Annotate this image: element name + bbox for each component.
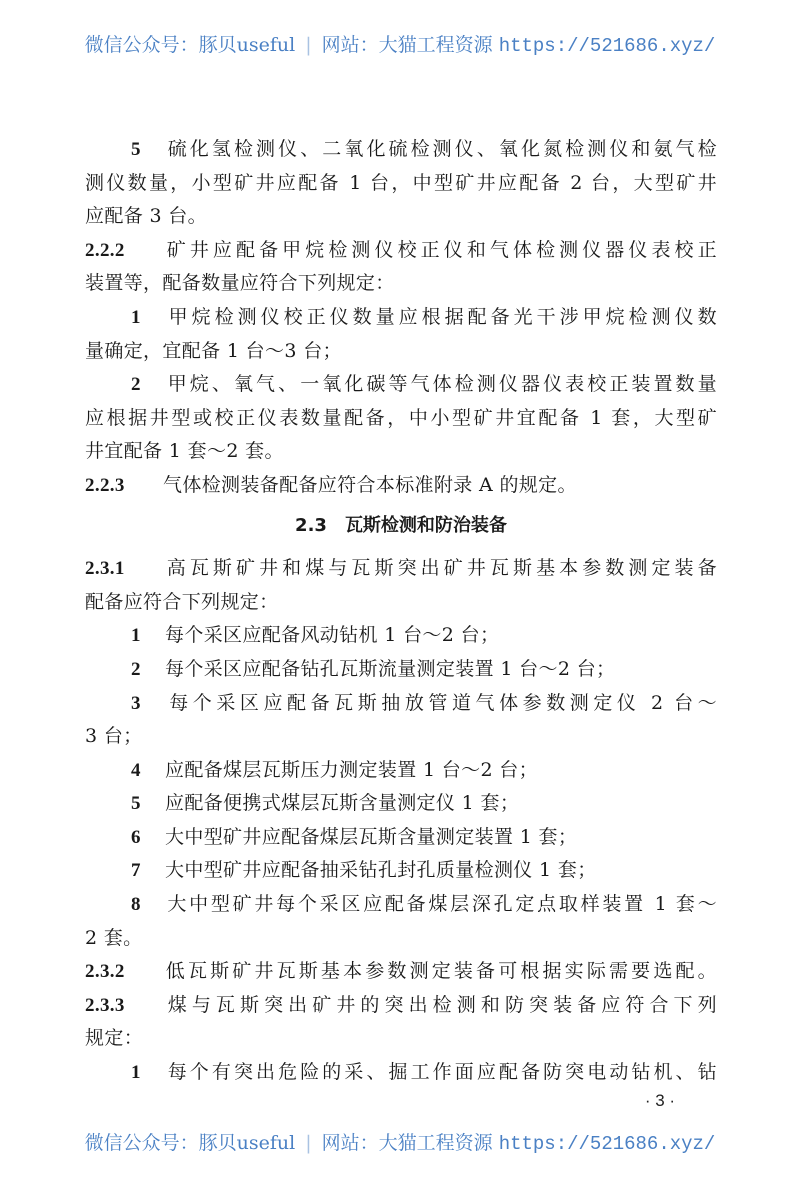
list-item: 6 大中型矿井应配备煤层瓦斯含量测定装置 1 套； [85, 821, 717, 855]
item-number: 1 [131, 306, 141, 328]
watermark-wechat: 微信公众号：豚贝useful [84, 34, 296, 56]
item-number: 8 [131, 894, 141, 916]
list-item: 2 甲烷、氧气、一氧化碳等气体检测仪器仪表校正装置数量 [85, 368, 717, 402]
list-item: 1 每个采区应配备风动钻机 1 台～2 台； [85, 619, 717, 653]
list-item: 3 每个采区应配备瓦斯抽放管道气体参数测定仪 2 台～ [85, 687, 717, 721]
item-number: 2 [131, 374, 141, 396]
section-title: 瓦斯检测和防治装备 [344, 514, 507, 536]
watermark-site: 网站：大猫工程资源 [321, 1132, 493, 1154]
section-heading [85, 509, 717, 543]
clause-2-2-2: 2.2.2 矿井应配备甲烷检测仪校正仪和气体检测仪器仪表校正 [85, 234, 717, 268]
watermark-separator: | [305, 34, 312, 56]
paragraph-line: 3 台； [85, 725, 143, 748]
list-item: 2 每个采区应配备钻孔瓦斯流量测定装置 1 台～2 台； [85, 653, 717, 687]
list-item: 5 应配备便携式煤层瓦斯含量测定仪 1 套； [85, 787, 717, 821]
clause-number: 2.2.2 [85, 239, 125, 261]
watermark-wechat: 微信公众号：豚贝useful [84, 1132, 296, 1154]
section-number: 2.3 [295, 514, 327, 536]
clause-number: 2.3.2 [85, 961, 125, 983]
list-item: 1 甲烷检测仪校正仪数量应根据配备光干涉甲烷检测仪数 [85, 301, 717, 335]
item-number: 7 [131, 860, 141, 882]
watermark-url[interactable]: https://521686.xyz/ [498, 35, 716, 57]
list-item: 8 大中型矿井每个采区应配备煤层深孔定点取样装置 1 套～ [85, 888, 717, 922]
item-number: 4 [131, 759, 141, 781]
clause-2-3-2: 2.3.2 低瓦斯矿井瓦斯基本参数测定装备可根据实际需要选配。 [85, 955, 717, 989]
clause-2-3-3: 2.3.3 煤与瓦斯突出矿井的突出检测和防突装备应符合下列 [85, 989, 717, 1023]
paragraph-line: 5 硫化氢检测仪、二氧化硫检测仪、氧化氮检测仪和氨气检 [85, 133, 717, 167]
paragraph-line: 井宜配备 1 套～2 套。 [85, 440, 284, 463]
paragraph-line: 测仪数量，小型矿井应配备 1 台，中型矿井应配备 2 台，大型矿井 [85, 171, 717, 194]
item-number: 1 [131, 625, 141, 647]
item-number: 5 [131, 139, 141, 160]
paragraph-line: 应根据井型或校正仪表数量配备，中小型矿井宜配备 1 套，大型矿 [85, 406, 717, 429]
list-item: 1 每个有突出危险的采、掘工作面应配备防突电动钻机、钻 [85, 1056, 717, 1090]
paragraph-line: 配备应符合下列规定： [85, 590, 279, 613]
watermark-site: 网站：大猫工程资源 [321, 34, 493, 56]
item-number: 2 [131, 658, 141, 680]
list-item: 4 应配备煤层瓦斯压力测定装置 1 台～2 台； [85, 754, 717, 788]
watermark-url[interactable]: https://521686.xyz/ [498, 1133, 716, 1155]
paragraph-line: 规定： [85, 1027, 144, 1050]
paragraph-line: 量确定，宜配备 1 台～3 台； [85, 339, 342, 362]
list-item: 7 大中型矿井应配备抽采钻孔封孔质量检测仪 1 套； [85, 854, 717, 888]
clause-number: 2.3.3 [85, 994, 125, 1016]
watermark-header [0, 30, 800, 57]
clause-number: 2.3.1 [85, 558, 125, 580]
item-number: 3 [131, 692, 141, 714]
watermark-separator: | [305, 1132, 312, 1154]
item-number: 6 [131, 826, 141, 848]
watermark-footer [0, 1128, 800, 1155]
paragraph-line: 装置等，配备数量应符合下列规定： [85, 272, 395, 295]
clause-2-2-3: 2.2.3 气体检测装备配备应符合本标准附录 A 的规定。 [85, 469, 717, 503]
item-number: 5 [131, 793, 141, 815]
paragraph-line: 2 套。 [85, 926, 143, 949]
clause-number: 2.2.3 [85, 474, 125, 496]
item-number: 1 [131, 1062, 141, 1084]
clause-2-3-1: 2.3.1 高瓦斯矿井和煤与瓦斯突出矿井瓦斯基本参数测定装备 [85, 552, 717, 586]
paragraph-line: 应配备 3 台。 [85, 205, 207, 228]
page-number: · 3 · [644, 1091, 676, 1110]
document-page [85, 133, 717, 1090]
